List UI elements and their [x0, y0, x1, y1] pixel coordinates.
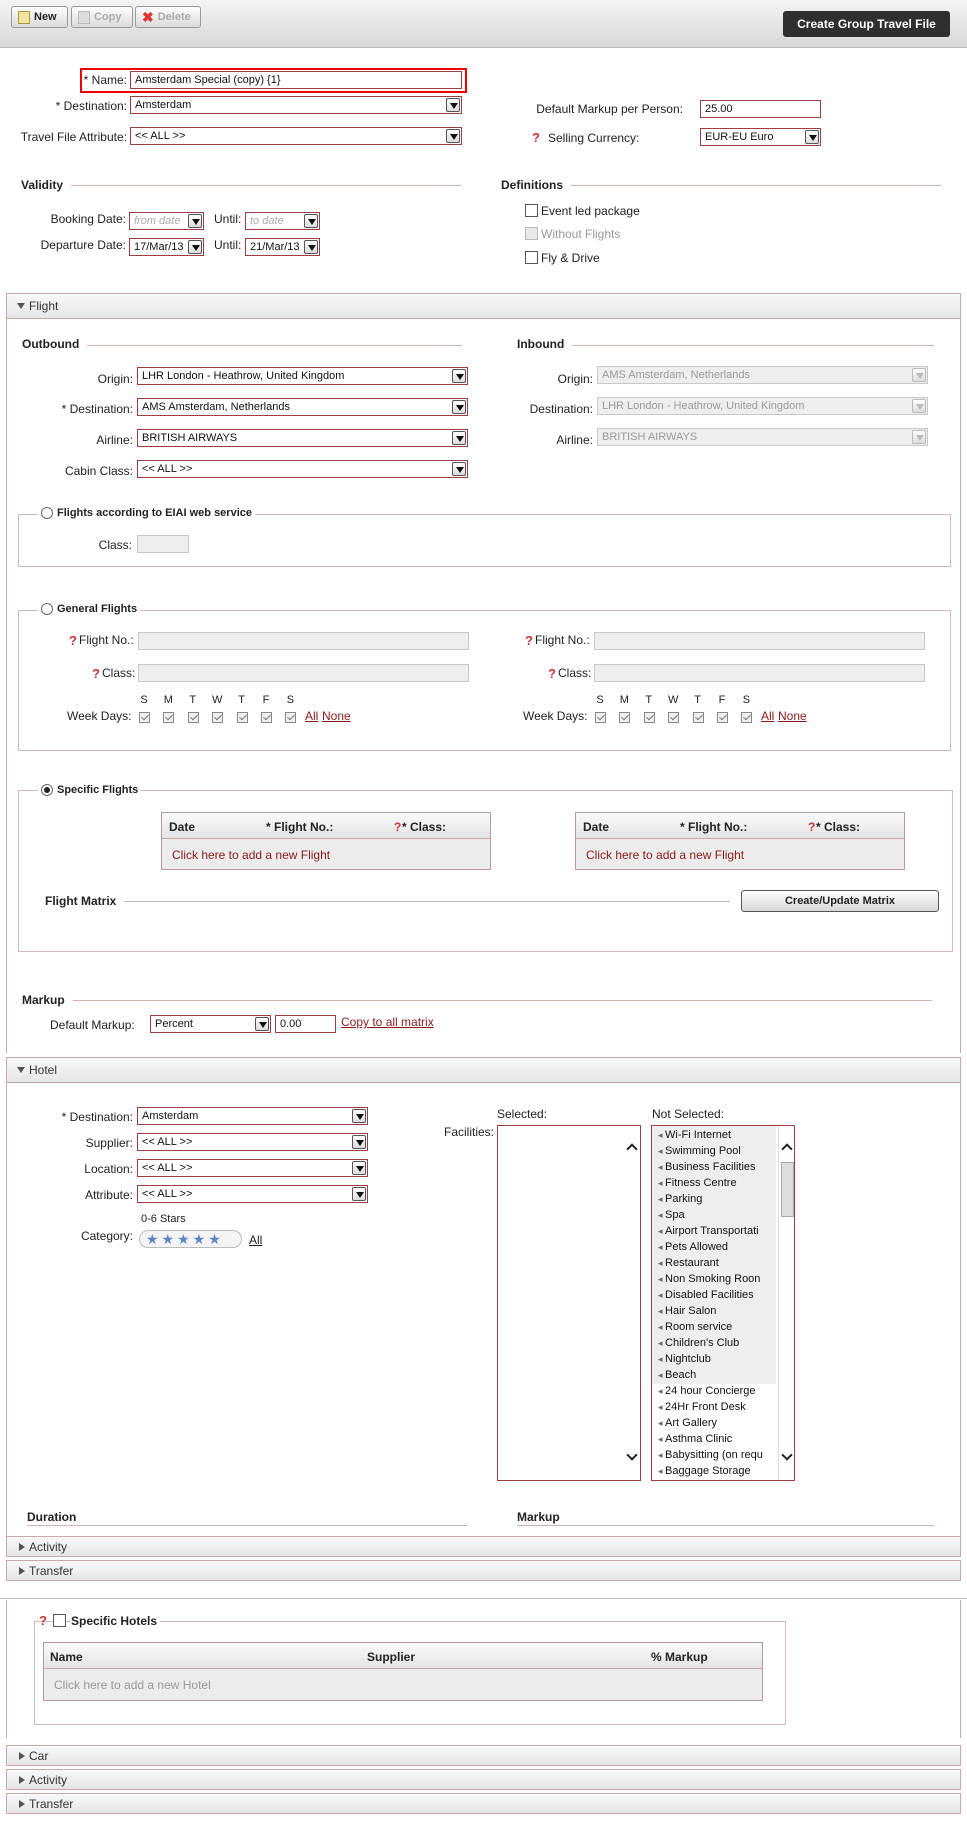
outbound-airline-select[interactable]: BRITISH AIRWAYS: [137, 429, 468, 447]
cabin-class-select[interactable]: << ALL >>: [137, 460, 468, 478]
specific-flights-radio[interactable]: [41, 784, 53, 796]
weekday-letter: T: [645, 694, 653, 706]
facility-option[interactable]: ◂ Beach: [658, 1369, 696, 1381]
chevron-down-icon: [912, 430, 926, 444]
new-button[interactable]: New: [11, 6, 68, 28]
specific-hotels-checkbox[interactable]: [53, 1614, 66, 1627]
fly-drive-checkbox[interactable]: [525, 251, 538, 264]
new-icon: [18, 11, 30, 24]
fly-drive-label: Fly & Drive: [541, 251, 600, 265]
weekday-letter: S: [596, 694, 604, 706]
travel-file-attribute-label: Travel File Attribute:: [20, 130, 127, 144]
facilities-label: Facilities:: [444, 1125, 495, 1139]
definitions-title: Definitions: [501, 178, 571, 192]
destination-label: * Destination:: [56, 99, 127, 113]
facility-option[interactable]: ◂ Babysitting (on requ: [658, 1449, 763, 1461]
departure-date-label: Departure Date:: [40, 238, 126, 252]
booking-from-date[interactable]: from date: [129, 212, 204, 230]
selected-facilities-list[interactable]: [497, 1125, 641, 1481]
weekday-letter: W: [211, 694, 223, 706]
weekday-checkbox[interactable]: [163, 712, 174, 723]
help-icon[interactable]: [548, 667, 558, 681]
weekday-checkbox[interactable]: [285, 712, 296, 723]
facility-option[interactable]: ◂ Nightclub: [658, 1353, 711, 1365]
scrollbar-thumb[interactable]: [781, 1162, 794, 1217]
facility-option[interactable]: ◂ Wi-Fi Internet: [658, 1129, 731, 1141]
hotel-markup-title: Markup: [517, 1510, 568, 1524]
chevron-down-icon: [304, 214, 318, 228]
weekday-letter: S: [286, 694, 295, 706]
weekday-checkbox[interactable]: [261, 712, 272, 723]
chevron-down-icon: [912, 399, 926, 413]
facility-option[interactable]: ◂ Hair Salon: [658, 1305, 716, 1317]
booking-to-date[interactable]: to date: [245, 212, 320, 230]
facility-option[interactable]: ◂ Airport Transportati: [658, 1225, 759, 1237]
flight-panel-header[interactable]: Flight: [6, 293, 961, 319]
divider: [0, 1598, 967, 1599]
weekday-letter: T: [238, 694, 245, 706]
create-update-matrix-button[interactable]: Create/Update Matrix: [741, 890, 939, 912]
weekday-checkbox[interactable]: [139, 712, 150, 723]
weekday-letter: F: [262, 694, 270, 706]
car-panel-header[interactable]: Car: [6, 1745, 961, 1766]
facility-option[interactable]: ◂ Children's Club: [658, 1337, 739, 1349]
chevron-down-icon: [304, 240, 318, 254]
specific-flights-out-table: Date * Flight No.: ? * Class: Click here to add a new Flight: [161, 812, 491, 870]
divider: [517, 345, 934, 346]
name-label: * Name:: [84, 73, 127, 87]
chevron-down-icon: [352, 1161, 366, 1175]
scroll-down-icon[interactable]: [781, 1449, 792, 1460]
inbound-airline-label: Airline:: [556, 433, 593, 447]
chevron-down-icon: [352, 1187, 366, 1201]
booking-until-label: Until:: [214, 212, 242, 226]
weekday-letter: M: [619, 694, 629, 706]
hotel-supplier-label: Supplier:: [85, 1136, 133, 1150]
weekday-checkbox[interactable]: [644, 712, 655, 723]
hotel-location-label: Location:: [84, 1162, 133, 1176]
general-flight-no-label-in: Flight No.:: [535, 633, 590, 647]
help-icon[interactable]: [532, 131, 542, 145]
copy-to-all-matrix-link[interactable]: Copy to all matrix: [341, 1015, 434, 1029]
expanded-icon: [17, 303, 25, 309]
validity-title: Validity: [21, 178, 71, 192]
chevron-down-icon: [452, 462, 466, 476]
name-field[interactable]: Amsterdam Special (copy) {1}: [130, 71, 462, 89]
outbound-origin-label: Origin:: [97, 372, 133, 386]
divider: [45, 901, 730, 902]
chevron-down-icon: [352, 1109, 366, 1123]
specific-hotels-table: Name Supplier % Markup Click here to add a new Hotel: [43, 1642, 763, 1701]
scroll-up-icon[interactable]: [626, 1143, 637, 1154]
hotel-panel-header[interactable]: Hotel: [6, 1057, 961, 1083]
event-led-checkbox[interactable]: [525, 204, 538, 217]
facility-option[interactable]: ◂ Disabled Facilities: [658, 1289, 754, 1301]
help-icon[interactable]: [92, 667, 102, 681]
outbound-airline-label: Airline:: [96, 433, 133, 447]
chevron-down-icon: [188, 214, 202, 228]
specific-flights-in-table: Date * Flight No.: ? * Class: Click here to add a new Flight: [575, 812, 905, 870]
general-flight-no-out[interactable]: [138, 632, 469, 650]
facility-option[interactable]: ◂ Pets Allowed: [658, 1241, 728, 1253]
create-group-travel-file-button[interactable]: Create Group Travel File: [783, 11, 950, 37]
without-flights-label: Without Flights: [541, 227, 621, 241]
weekday-checkbox[interactable]: [693, 712, 704, 723]
weekdays-label-in: Week Days:: [523, 709, 588, 723]
booking-date-label: Booking Date:: [50, 212, 126, 226]
hotel-supplier-select[interactable]: << ALL >>: [137, 1133, 368, 1151]
chevron-down-icon: [352, 1135, 366, 1149]
facility-option[interactable]: ◂ Room service: [658, 1321, 732, 1333]
selected-label: Selected:: [497, 1107, 548, 1121]
outbound-destination-select[interactable]: AMS Amsterdam, Netherlands: [137, 398, 468, 416]
copy-button[interactable]: Copy: [71, 6, 133, 28]
weekdays-all-in[interactable]: All: [761, 709, 775, 723]
divider: [517, 1525, 934, 1526]
hotel-duration-title: Duration: [27, 1510, 84, 1524]
category-label: Category:: [80, 1229, 133, 1243]
general-flights-radio[interactable]: [41, 603, 53, 615]
weekday-letter: T: [189, 694, 197, 706]
weekdays-all-out[interactable]: All: [305, 709, 319, 723]
facility-option[interactable]: ◂ Restaurant: [658, 1257, 719, 1269]
weekday-letter: F: [718, 694, 726, 706]
weekday-checkbox[interactable]: [668, 712, 679, 723]
not-selected-facilities-list[interactable]: [651, 1125, 795, 1481]
hotel-destination-label: * Destination:: [62, 1110, 133, 1124]
facility-option[interactable]: ◂ Baggage Storage: [658, 1465, 751, 1477]
general-class-out[interactable]: [138, 664, 469, 682]
activity-panel-header[interactable]: Activity: [6, 1536, 961, 1557]
delete-button[interactable]: ✖ Delete: [135, 6, 201, 28]
collapsed-icon: [19, 1752, 25, 1760]
general-class-label-out: Class:: [102, 666, 136, 680]
weekdays-none-in[interactable]: None: [778, 709, 807, 723]
eiai-class-field[interactable]: [137, 535, 189, 553]
inbound-origin-label: Origin:: [557, 372, 593, 386]
weekday-letter: M: [163, 694, 173, 706]
weekdays-label-out: Week Days:: [67, 709, 132, 723]
add-flight-in-link[interactable]: Click here to add a new Flight: [586, 848, 745, 862]
flight-matrix-title: Flight Matrix: [45, 894, 124, 908]
facility-option[interactable]: ◂ Non Smoking Roon: [658, 1273, 760, 1285]
scroll-up-icon[interactable]: [781, 1143, 792, 1154]
not-selected-label: Not Selected:: [652, 1107, 725, 1121]
hotel-attribute-label: Attribute:: [84, 1188, 133, 1202]
stars-range-label: 0-6 Stars: [141, 1213, 186, 1225]
event-led-label: Event led package: [541, 204, 640, 218]
facility-option[interactable]: ◂ Asthma Clinic: [658, 1433, 732, 1445]
transfer-panel-header-2[interactable]: Transfer: [6, 1793, 961, 1814]
weekday-checkbox[interactable]: [619, 712, 630, 723]
facility-option[interactable]: ◂ Business Facilities: [658, 1161, 756, 1173]
general-flight-no-label-out: Flight No.:: [79, 633, 134, 647]
inbound-destination-label: Destination:: [529, 402, 593, 416]
specific-flights-legend: Specific Flights: [38, 784, 141, 796]
weekday-checkbox[interactable]: [212, 712, 223, 723]
inbound-destination-select[interactable]: LHR London - Heathrow, United Kingdom: [597, 397, 928, 415]
chevron-down-icon: [188, 240, 202, 254]
chevron-down-icon: [446, 129, 460, 143]
without-flights-checkbox[interactable]: [525, 227, 538, 240]
category-all-link[interactable]: All: [249, 1233, 263, 1247]
divider: [27, 1525, 467, 1526]
departure-until-label: Until:: [214, 238, 242, 252]
collapsed-icon: [19, 1776, 25, 1784]
expanded-icon: [17, 1067, 25, 1073]
general-flight-no-in[interactable]: [594, 632, 925, 650]
inbound-title: Inbound: [517, 337, 572, 351]
weekday-letter: T: [694, 694, 701, 706]
divider: [21, 185, 461, 186]
chevron-down-icon: [452, 369, 466, 383]
divider: [22, 345, 462, 346]
collapsed-icon: [19, 1567, 25, 1575]
flight-markup-title: Markup: [22, 993, 73, 1007]
add-hotel-link[interactable]: Click here to add a new Hotel: [54, 1678, 211, 1692]
hotel-attribute-select[interactable]: << ALL >>: [137, 1185, 368, 1203]
hotel-location-select[interactable]: << ALL >>: [137, 1159, 368, 1177]
facility-option[interactable]: ◂ Parking: [658, 1193, 702, 1205]
default-markup-field[interactable]: 25.00: [700, 100, 821, 118]
chevron-down-icon: [452, 400, 466, 414]
markup-value-field[interactable]: 0.00: [275, 1015, 336, 1033]
weekday-checkbox[interactable]: [717, 712, 728, 723]
weekday-checkbox[interactable]: [237, 712, 248, 723]
facility-option[interactable]: ◂ Swimming Pool: [658, 1145, 741, 1157]
transfer-panel-header[interactable]: Transfer: [6, 1560, 961, 1581]
help-icon[interactable]: [69, 634, 79, 648]
facility-option[interactable]: ◂ 24Hr Front Desk: [658, 1401, 746, 1413]
weekday-letter: W: [667, 694, 679, 706]
help-icon[interactable]: [525, 634, 535, 648]
chevron-down-icon: [912, 368, 926, 382]
outbound-destination-label: * Destination:: [62, 402, 133, 416]
scroll-down-icon[interactable]: [626, 1449, 637, 1460]
chevron-down-icon: [255, 1017, 269, 1031]
departure-from-date[interactable]: 17/Mar/13: [129, 238, 204, 256]
star-icon: ★★★★★: [146, 1231, 224, 1247]
general-class-in[interactable]: [594, 664, 925, 682]
cabin-class-label: Cabin Class:: [64, 464, 133, 478]
weekday-letter: S: [140, 694, 148, 706]
general-class-label-in: Class:: [558, 666, 592, 680]
collapsed-icon: [19, 1800, 25, 1808]
selling-currency-select[interactable]: EUR-EU Euro: [700, 128, 821, 146]
hotel-destination-select[interactable]: Amsterdam: [137, 1107, 368, 1125]
copy-icon: [78, 11, 90, 24]
travel-file-attribute-select[interactable]: << ALL >>: [130, 127, 462, 145]
markup-type-select[interactable]: Percent: [150, 1015, 271, 1033]
weekday-checkbox[interactable]: [741, 712, 752, 723]
chevron-down-icon: [446, 98, 460, 112]
inbound-origin-select[interactable]: AMS Amsterdam, Netherlands: [597, 366, 928, 384]
default-markup-label: Default Markup per Person:: [536, 102, 683, 116]
destination-select[interactable]: Amsterdam: [130, 96, 462, 114]
delete-icon: ✖: [142, 8, 154, 25]
facility-option[interactable]: ◂ Art Gallery: [658, 1417, 717, 1429]
facility-option[interactable]: ◂ 24 hour Concierge: [658, 1385, 756, 1397]
selling-currency-label: Selling Currency:: [548, 131, 640, 145]
eiai-radio[interactable]: [41, 507, 53, 519]
eiai-class-label: Class:: [98, 538, 132, 552]
collapsed-icon: [19, 1543, 25, 1551]
specific-hotels-title: Specific Hotels: [71, 1614, 160, 1628]
outbound-origin-select[interactable]: LHR London - Heathrow, United Kingdom: [137, 367, 468, 385]
weekdays-none-out[interactable]: None: [322, 709, 351, 723]
weekday-letter: S: [742, 694, 751, 706]
facilities-items: [652, 1126, 776, 1477]
departure-to-date[interactable]: 21/Mar/13: [245, 238, 320, 256]
outbound-title: Outbound: [22, 337, 87, 351]
inbound-airline-select[interactable]: BRITISH AIRWAYS: [597, 428, 928, 446]
facility-option[interactable]: ◂ Spa: [658, 1209, 685, 1221]
default-markup-type-label: Default Markup:: [50, 1018, 135, 1032]
general-flights-legend: General Flights: [38, 603, 140, 615]
divider: [22, 1000, 932, 1001]
weekday-checkbox[interactable]: [188, 712, 199, 723]
weekday-checkbox[interactable]: [595, 712, 606, 723]
add-flight-out-link[interactable]: Click here to add a new Flight: [172, 848, 331, 862]
activity-panel-header-2[interactable]: Activity: [6, 1769, 961, 1790]
chevron-down-icon: [805, 130, 819, 144]
help-icon[interactable]: [39, 1614, 49, 1628]
eiai-legend: Flights according to EIAI web service: [38, 507, 255, 519]
chevron-down-icon: [452, 431, 466, 445]
facility-option[interactable]: ◂ Fitness Centre: [658, 1177, 737, 1189]
category-star-rating[interactable]: [139, 1230, 242, 1248]
